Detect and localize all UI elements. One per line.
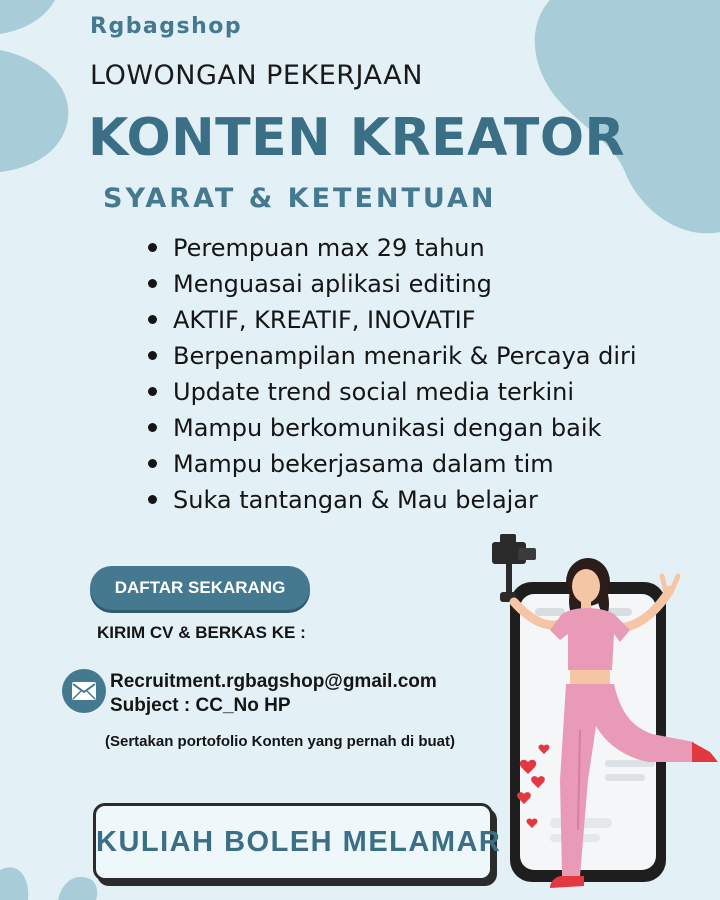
requirement-text: Suka tantangan & Mau belajar (173, 486, 538, 514)
requirement-text: Update trend social media terkini (173, 378, 575, 406)
decorative-blob-left (0, 50, 80, 175)
brand-name: Rgbagshop (90, 14, 243, 39)
job-title-headline: KONTEN KREATOR (88, 108, 626, 168)
job-vacancy-label: LOWONGAN PEKERJAAN (90, 60, 423, 91)
decorative-blob-bottom-left (0, 850, 100, 900)
requirement-item (148, 374, 637, 410)
requirement-item (148, 230, 637, 266)
email-subject-format: Subject : CC_No HP (110, 695, 291, 716)
bullet-icon (148, 423, 157, 432)
bullet-icon (148, 495, 157, 504)
requirement-text: Menguasai aplikasi editing (173, 270, 492, 298)
bullet-icon (148, 315, 157, 324)
portfolio-note: (Sertakan portofolio Konten yang pernah di buat) (105, 733, 456, 750)
requirement-item (148, 482, 637, 518)
requirement-text: Mampu berkomunikasi dengan baik (173, 414, 602, 442)
recruitment-email-link[interactable]: Recruitment.rgbagshop@gmail.com (110, 671, 437, 692)
bullet-icon (148, 279, 157, 288)
mail-icon (62, 669, 106, 713)
students-welcome-banner: KULIAH BOLEH MELAMAR (93, 803, 493, 881)
bullet-icon (148, 387, 157, 396)
bullet-icon (148, 351, 157, 360)
send-cv-label: KIRIM CV & BERKAS KE : (97, 623, 306, 642)
requirement-item (148, 338, 637, 374)
requirement-item (148, 266, 637, 302)
requirements-heading: SYARAT & KETENTUAN (103, 183, 497, 214)
requirement-text: Mampu bekerjasama dalam tim (173, 450, 554, 478)
register-now-button[interactable]: DAFTAR SEKARANG (90, 566, 310, 610)
requirement-text: Perempuan max 29 tahun (173, 234, 485, 262)
requirement-item (148, 446, 637, 482)
requirement-item (148, 410, 637, 446)
content-creator-illustration (480, 530, 720, 900)
requirements-list (148, 230, 637, 518)
requirement-text: Berpenampilan menarik & Percaya diri (173, 342, 637, 370)
decorative-blob-top-left (0, 0, 60, 40)
bullet-icon (148, 243, 157, 252)
requirement-text: AKTIF, KREATIF, INOVATIF (173, 306, 476, 334)
bullet-icon (148, 459, 157, 468)
requirement-item (148, 302, 637, 338)
